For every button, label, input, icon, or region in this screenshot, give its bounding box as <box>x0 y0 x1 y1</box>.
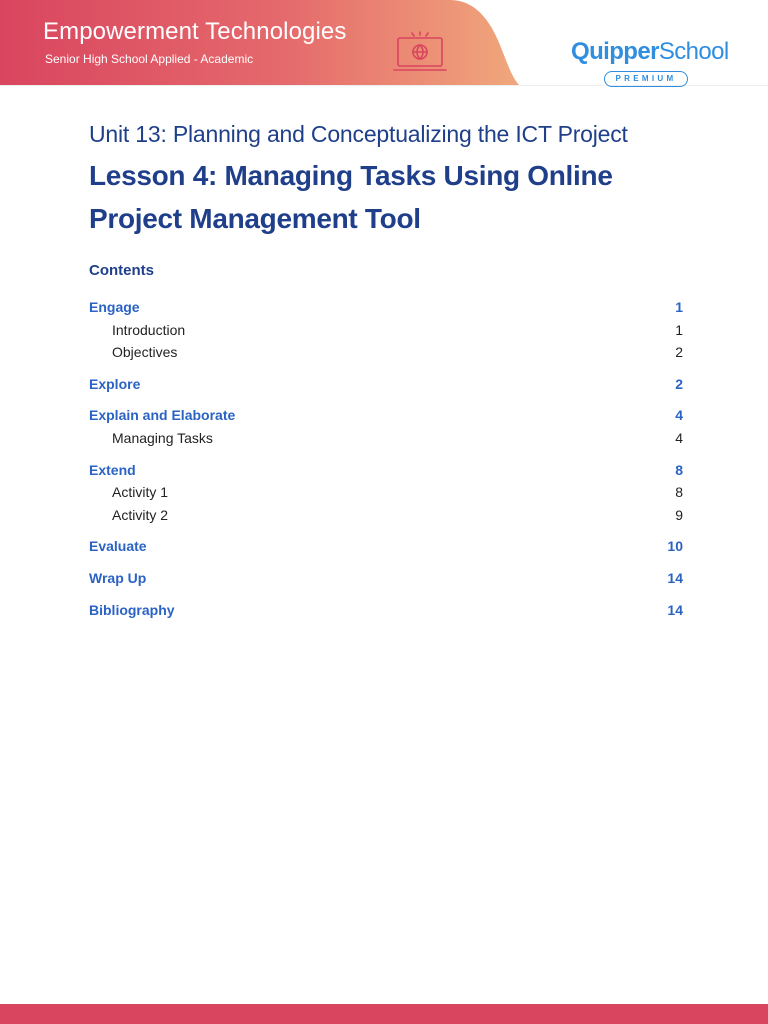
toc-entry-label[interactable]: Activity 2 <box>112 506 169 523</box>
toc-entry-main[interactable] <box>89 404 683 427</box>
logo-light-text: School <box>658 38 729 65</box>
toc-entry-label[interactable]: Bibliography <box>89 601 175 618</box>
toc-entry-main[interactable] <box>89 567 683 590</box>
toc-entry-main[interactable] <box>89 535 683 558</box>
toc-entry-sub[interactable] <box>89 319 683 342</box>
toc-entry-page: 10 <box>667 538 683 555</box>
toc-entry-label[interactable]: Managing Tasks <box>112 429 213 446</box>
toc-entry-page: 2 <box>675 344 683 361</box>
toc-entry-page: 2 <box>675 375 683 392</box>
toc-entry-page: 14 <box>667 601 683 618</box>
toc-entry-label[interactable]: Explore <box>89 375 141 392</box>
toc-entry-label[interactable]: Wrap Up <box>89 569 147 586</box>
lesson-title: Lesson 4: Managing Tasks Using Online Project Management Tool <box>89 160 613 234</box>
quipper-school-logo <box>571 38 729 66</box>
toc-entry-sub[interactable] <box>89 481 683 504</box>
toc-entry-main[interactable] <box>89 296 683 319</box>
toc-entry-label[interactable]: Objectives <box>112 344 178 361</box>
toc-entry-main[interactable] <box>89 599 683 622</box>
toc-entry-page: 9 <box>675 506 683 523</box>
toc-section <box>89 296 683 364</box>
table-of-contents <box>89 296 683 630</box>
toc-section <box>89 599 683 622</box>
contents-heading: Contents <box>89 262 154 279</box>
toc-entry-sub[interactable] <box>89 504 683 527</box>
toc-entry-main[interactable] <box>89 373 683 396</box>
toc-entry-page: 8 <box>675 461 683 478</box>
toc-entry-sub[interactable] <box>89 427 683 450</box>
toc-entry-main[interactable] <box>89 459 683 482</box>
toc-section <box>89 535 683 558</box>
toc-section <box>89 459 683 527</box>
toc-entry-page: 1 <box>675 321 683 338</box>
toc-entry-page: 8 <box>675 484 683 501</box>
toc-entry-page: 4 <box>675 407 683 424</box>
logo-bold-text: Quipper <box>571 38 659 65</box>
toc-entry-page: 1 <box>675 299 683 315</box>
toc-entry-label[interactable]: Activity 1 <box>112 484 169 501</box>
laptop-globe-icon <box>392 30 448 76</box>
page-header <box>0 0 768 86</box>
toc-entry-label[interactable]: Introduction <box>112 321 186 338</box>
toc-entry-label[interactable]: Extend <box>89 461 136 478</box>
subject-title: Empowerment Technologies <box>43 18 347 45</box>
toc-entry-page: 14 <box>667 569 683 586</box>
toc-section <box>89 567 683 590</box>
toc-entry-page: 4 <box>675 429 683 446</box>
toc-entry-label[interactable]: Evaluate <box>89 538 147 555</box>
subject-subtitle: Senior High School Applied - Academic <box>45 52 254 66</box>
toc-section <box>89 404 683 449</box>
unit-title: Unit 13: Planning and Conceptualizing the ICT Project <box>89 121 628 147</box>
toc-entry-label[interactable]: Explain and Elaborate <box>89 407 236 424</box>
premium-badge: PREMIUM <box>604 71 688 87</box>
footer-bar <box>0 1004 768 1024</box>
toc-entry-sub[interactable] <box>89 341 683 364</box>
toc-entry-label[interactable]: Engage <box>89 299 140 315</box>
toc-section <box>89 373 683 396</box>
